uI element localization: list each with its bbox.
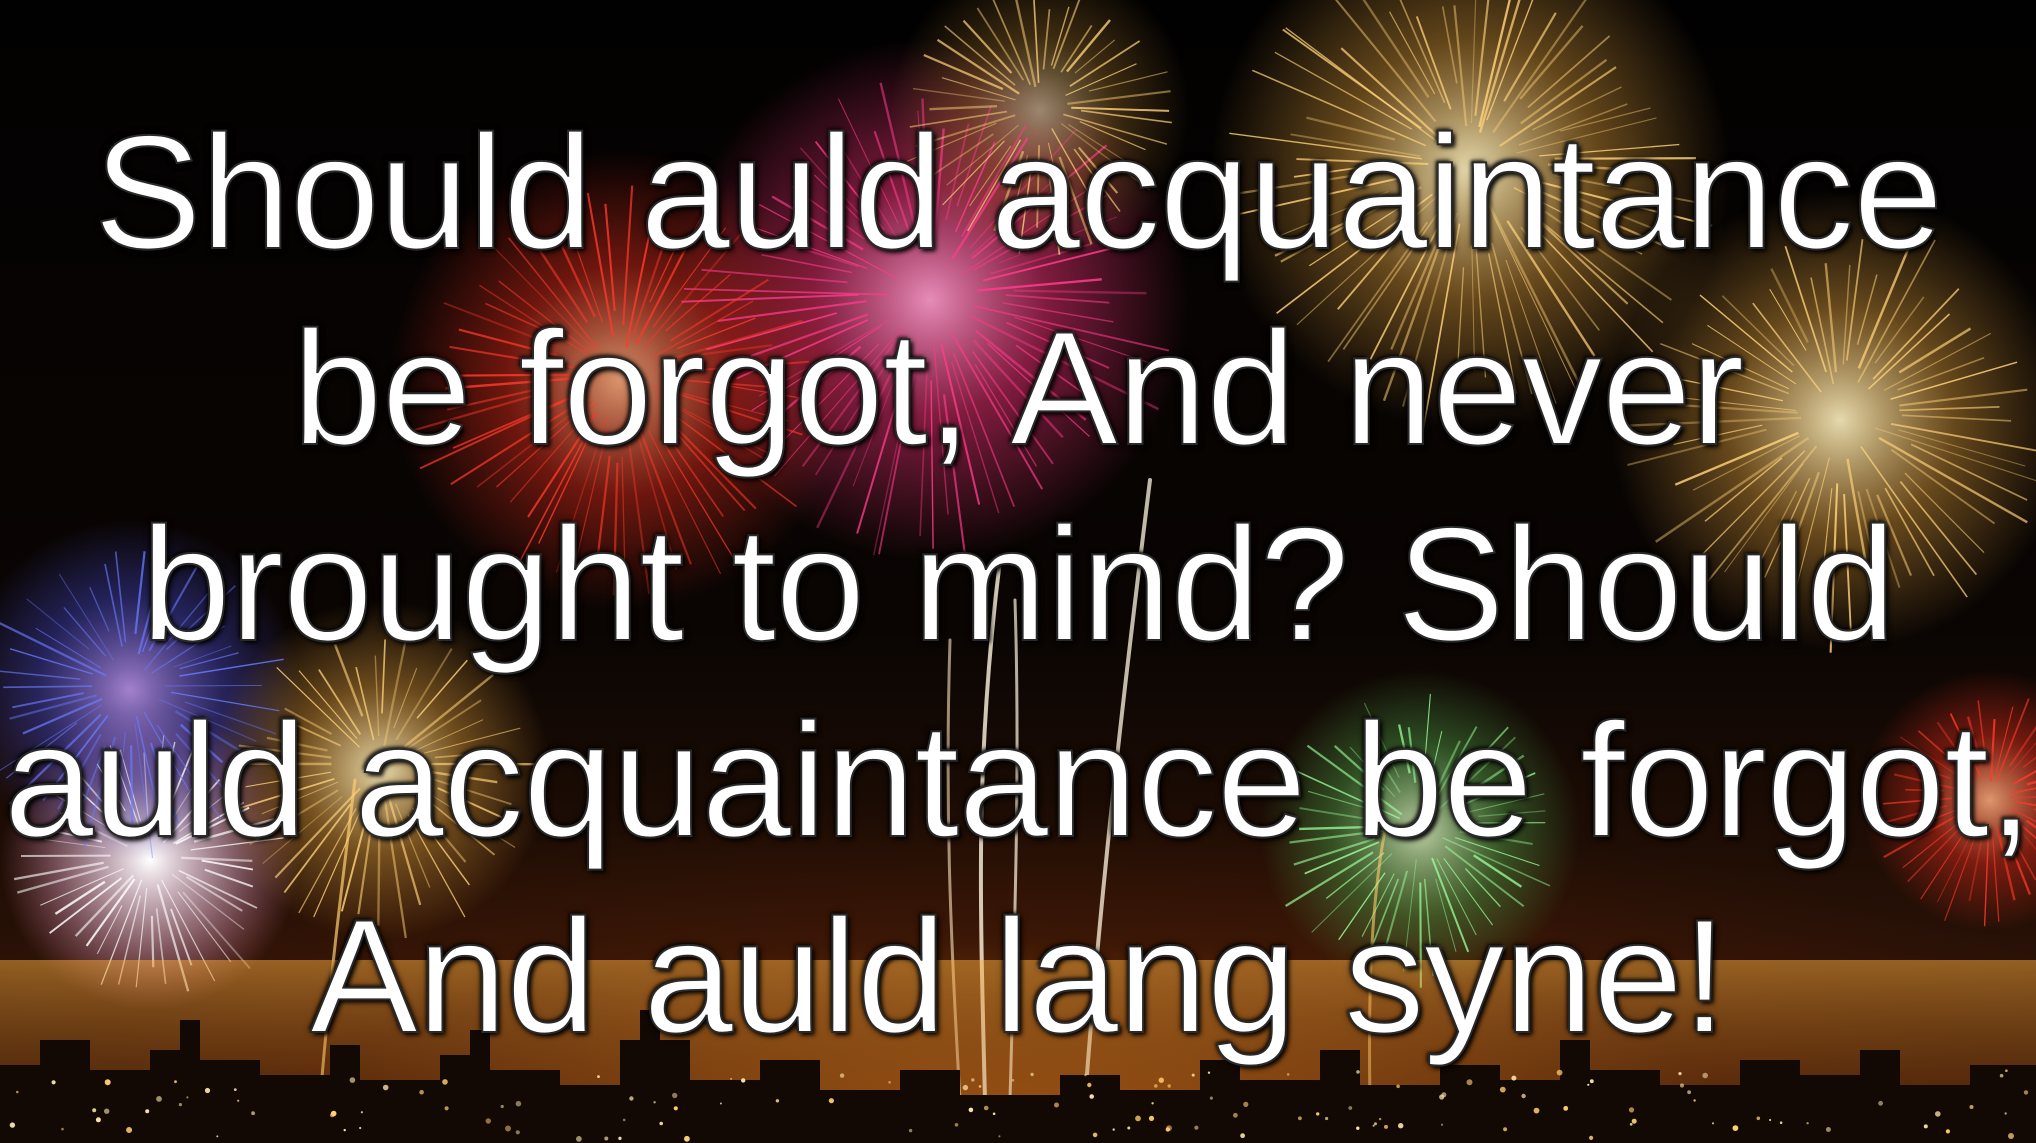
city-light [623,1119,626,1122]
city-light [1113,1128,1115,1130]
city-light [1210,1097,1213,1100]
city-light [674,1106,678,1110]
city-light [1534,1108,1540,1114]
city-light [501,1105,504,1108]
city-light [1011,1079,1014,1082]
city-light [2008,1133,2014,1139]
city-light [1298,1116,1302,1120]
city-light [10,1122,15,1127]
city-light [1511,1076,1516,1081]
city-light [1924,1124,1928,1128]
city-light [516,1101,522,1107]
city-light [92,1108,96,1112]
city-light [2005,1112,2007,1114]
city-light [1384,1125,1388,1129]
city-light [1503,1127,1507,1131]
city-light [1166,1125,1172,1131]
city-light [1089,1094,1094,1099]
city-light [653,1101,655,1103]
city-light [979,1085,982,1088]
city-light [984,1106,989,1111]
city-light [1587,1084,1589,1086]
city-light [1712,1122,1714,1124]
city-light [344,1129,346,1131]
city-light [1135,1116,1141,1122]
city-light [1159,1078,1164,1083]
city-light [1441,1124,1443,1126]
city-light [126,1127,132,1133]
city-light [145,1109,149,1113]
city-light [105,1079,111,1085]
city-light [1151,1102,1153,1104]
city-light [971,1078,974,1081]
city-light [955,1123,959,1127]
city-light [216,1135,218,1137]
city-light [505,1126,511,1132]
city-light [1127,1127,1130,1130]
city-light [237,1100,239,1102]
city-light [1630,1123,1633,1126]
city-light [96,1117,101,1122]
city-light [1632,1119,1637,1124]
city-light [350,1077,356,1083]
city-light [993,1113,996,1116]
city-light [1243,1102,1248,1107]
city-light [1325,1117,1328,1120]
city-light [1521,1094,1525,1098]
city-light [1348,1106,1352,1110]
city-light [1826,1127,1831,1132]
city-light [1233,1113,1238,1118]
city-light [1379,1118,1381,1120]
city-light [1467,1079,1473,1085]
city-light [186,1096,188,1098]
city-light [720,1103,722,1105]
city-light [659,1122,663,1126]
city-light [1780,1121,1783,1124]
city-light [1168,1084,1171,1087]
city-light [629,1096,633,1100]
song-lyric: Should auld acquaintance be forgot, And never brought to mind? Should auld acquaintance be forgot, And auld lang syne! [3,102,2033,1067]
city-light [888,1081,891,1084]
city-light [486,1118,491,1123]
city-light [1194,1126,1198,1130]
city-light [52,1080,56,1084]
city-light [1054,1103,1059,1108]
city-light [1693,1099,1695,1101]
city-light [1970,1105,1974,1109]
city-light [1946,1129,1950,1133]
city-light [829,1098,834,1103]
city-light [1806,1122,1808,1124]
city-light [174,1080,177,1083]
city-light [998,1135,1000,1137]
city-light [1757,1117,1761,1121]
city-light [1680,1083,1684,1087]
city-light [730,1078,732,1080]
city-light [1733,1125,1739,1131]
city-light [619,1137,622,1140]
city-light [1149,1116,1154,1121]
city-light [1240,1133,1245,1138]
city-light [1439,1094,1444,1099]
city-light [419,1090,424,1095]
city-light [2024,1090,2028,1094]
city-light [1590,1079,1594,1083]
city-light [1500,1087,1506,1093]
city-light [1563,1106,1568,1111]
city-light [1687,1090,1691,1094]
city-light [1935,1111,1941,1117]
city-light [361,1111,363,1113]
city-light [205,1088,210,1093]
city-light [330,1113,334,1117]
city-light [1356,1127,1359,1130]
city-light [741,1078,745,1082]
city-light [776,1099,779,1102]
city-light [909,1129,912,1132]
city-light [1769,1119,1771,1121]
city-light [1373,1125,1375,1127]
city-light [1398,1123,1403,1128]
city-light [1316,1112,1319,1115]
city-light [104,1109,109,1114]
city-light [684,1136,690,1142]
city-light [604,1137,608,1141]
city-light [359,1127,361,1129]
city-light [969,1108,974,1113]
city-light [516,1130,520,1134]
city-light [61,1128,64,1131]
city-light [1093,1133,1098,1138]
city-light [1878,1101,1883,1106]
city-light [156,1096,162,1102]
city-light [1589,1136,1593,1140]
city-light [251,1111,255,1115]
city-light [672,1093,677,1098]
city-light [1087,1083,1091,1087]
city-light [1629,1107,1634,1112]
city-light [576,1136,582,1142]
city-light [597,1075,600,1078]
city-light [383,1085,389,1091]
city-light [445,1106,449,1110]
city-light [179,1103,182,1106]
city-light [1396,1085,1400,1089]
city-light [16,1091,19,1094]
city-light [234,1088,237,1091]
city-light [442,1079,448,1085]
city-light [1154,1084,1158,1088]
city-light [963,1085,968,1090]
